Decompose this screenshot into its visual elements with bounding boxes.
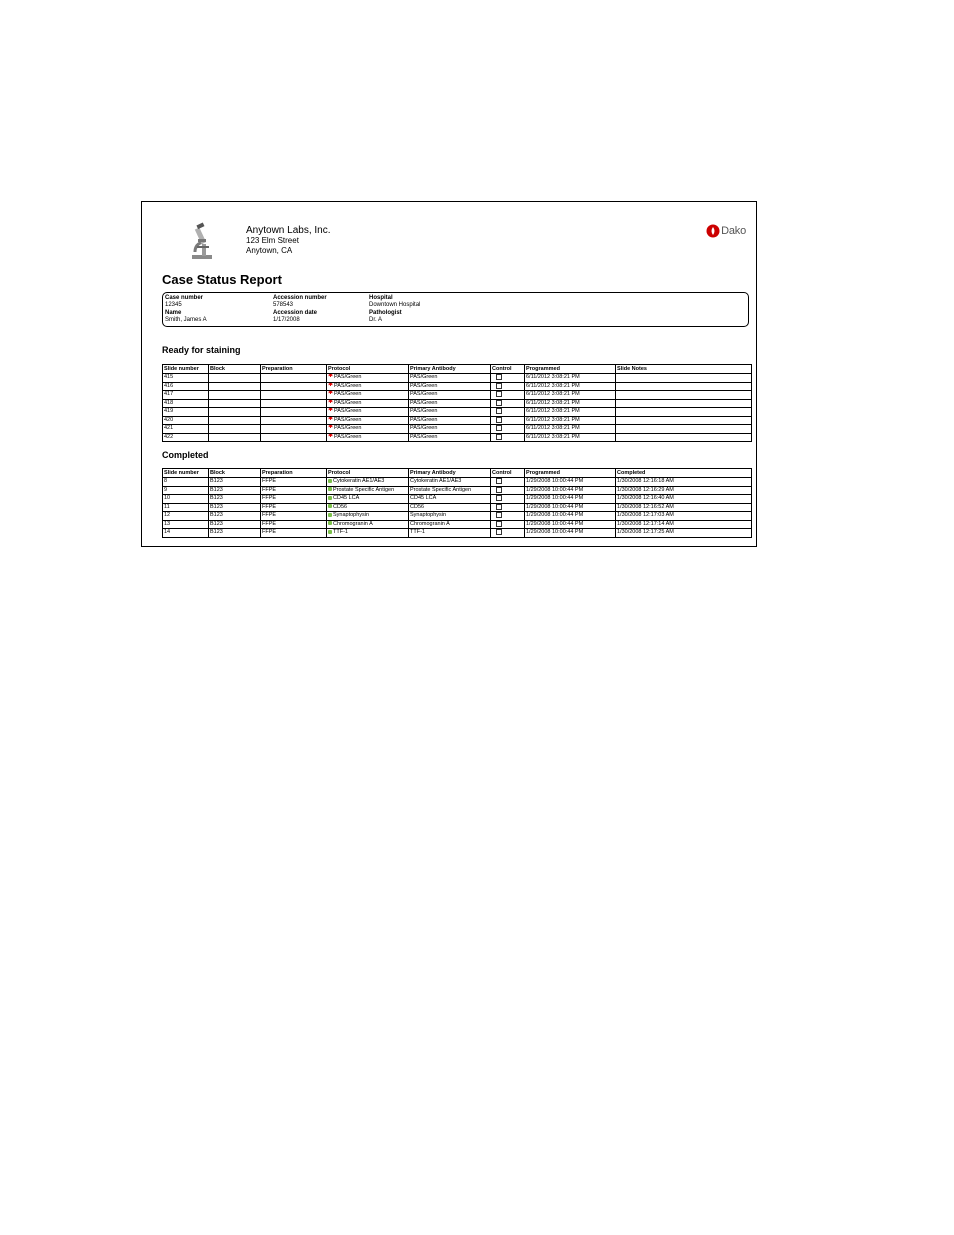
control-cell [491, 478, 525, 487]
pathologist-value: Dr. A [369, 317, 383, 323]
column-header: Programmed [525, 469, 616, 478]
hospital-value: Downtown Hospital [369, 302, 421, 308]
block-cell [209, 416, 261, 425]
ready-table [162, 364, 752, 442]
red-asterisk-icon: ✱ [328, 382, 334, 388]
checkbox-icon[interactable] [496, 383, 502, 389]
protocol-cell [327, 478, 409, 487]
primary-antibody-cell: Chromogranin A [409, 520, 491, 529]
slide-notes-cell [616, 425, 752, 434]
block-cell: B123 [209, 478, 261, 487]
report-title: Case Status Report [162, 272, 282, 287]
slide-number-cell: 11 [163, 503, 209, 512]
protocol-cell [327, 512, 409, 521]
slide-number-cell: 12 [163, 512, 209, 521]
protocol-cell [327, 495, 409, 504]
completed-cell: 1/30/2008 12:16:52 AM [616, 503, 752, 512]
protocol-name: CD56 [333, 503, 348, 510]
checkbox-icon[interactable] [496, 417, 502, 423]
block-cell [209, 374, 261, 383]
checkbox-icon[interactable] [496, 521, 502, 527]
table-row [163, 425, 752, 434]
red-asterisk-icon: ✱ [328, 399, 334, 405]
preparation-cell [261, 399, 327, 408]
block-cell [209, 408, 261, 417]
slide-number-cell: 8 [163, 478, 209, 487]
primary-antibody-cell: PAS/Green [409, 391, 491, 400]
column-header: Preparation [261, 365, 327, 374]
table-row [163, 382, 752, 391]
table-row [163, 495, 752, 504]
protocol-name: CD45 LCA [333, 495, 360, 502]
preparation-cell [261, 391, 327, 400]
table-row [163, 503, 752, 512]
protocol-name: Synaptophysin [333, 512, 370, 519]
slide-notes-cell [616, 391, 752, 400]
slide-notes-cell [616, 408, 752, 417]
preparation-cell [261, 425, 327, 434]
table-row [163, 374, 752, 383]
block-cell [209, 382, 261, 391]
green-square-icon [328, 521, 332, 525]
programmed-cell: 6/11/2012 3:08:21 PM [525, 408, 616, 417]
green-square-icon [328, 504, 332, 508]
red-asterisk-icon: ✱ [328, 373, 334, 380]
preparation-cell [261, 374, 327, 383]
preparation-cell: FFPE [261, 503, 327, 512]
checkbox-icon[interactable] [496, 391, 502, 397]
protocol-cell [327, 503, 409, 512]
column-header: Protocol [327, 365, 409, 374]
programmed-cell: 6/11/2012 3:08:21 PM [525, 416, 616, 425]
protocol-cell [327, 382, 409, 391]
pathologist-label: Pathologist [369, 310, 402, 316]
protocol-name: TTF-1 [333, 529, 348, 536]
preparation-cell: FFPE [261, 495, 327, 504]
protocol-cell [327, 399, 409, 408]
table-row [163, 529, 752, 538]
name-value: Smith, James A [165, 317, 207, 323]
programmed-cell: 6/11/2012 3:08:21 PM [525, 374, 616, 383]
checkbox-icon[interactable] [496, 434, 502, 440]
checkbox-icon[interactable] [496, 408, 502, 414]
programmed-cell: 6/11/2012 3:08:21 PM [525, 391, 616, 400]
preparation-cell: FFPE [261, 529, 327, 538]
primary-antibody-cell: CD45 LCA [409, 495, 491, 504]
hospital-label: Hospital [369, 295, 393, 301]
primary-antibody-cell: PAS/Green [409, 433, 491, 442]
control-cell [491, 486, 525, 495]
protocol-name: PAS/Green [334, 374, 362, 381]
green-square-icon [328, 513, 332, 517]
accession-number-value: 578543 [273, 302, 294, 308]
red-asterisk-icon: ✱ [328, 433, 334, 439]
control-cell [491, 520, 525, 529]
table-row [163, 478, 752, 487]
case-number-label: Case number [165, 295, 204, 301]
slide-number-cell: 422 [163, 433, 209, 442]
slide-number-cell: 417 [163, 391, 209, 400]
primary-antibody-cell: Prostate Specific Antigen [409, 486, 491, 495]
block-cell: B123 [209, 529, 261, 538]
red-asterisk-icon: ✱ [328, 424, 334, 431]
protocol-cell [327, 374, 409, 383]
block-cell: B123 [209, 512, 261, 521]
slide-notes-cell [616, 433, 752, 442]
accession-date-field [273, 310, 317, 324]
protocol-name: PAS/Green [334, 391, 362, 398]
protocol-name: PAS/Green [334, 408, 362, 415]
protocol-cell [327, 433, 409, 442]
lab-name: Anytown Labs, Inc. [246, 225, 331, 236]
completed-cell: 1/30/2008 12:16:18 AM [616, 478, 752, 487]
primary-antibody-cell: PAS/Green [409, 399, 491, 408]
programmed-cell: 1/29/2008 10:00:44 PM [525, 495, 616, 504]
protocol-cell [327, 486, 409, 495]
table-row [163, 416, 752, 425]
slide-number-cell: 13 [163, 520, 209, 529]
preparation-cell [261, 408, 327, 417]
protocol-name: Cytokeratin AE1/AE3 [333, 478, 385, 485]
programmed-cell: 1/29/2008 10:00:44 PM [525, 503, 616, 512]
slide-number-cell: 416 [163, 382, 209, 391]
control-cell [491, 425, 525, 434]
control-cell [491, 495, 525, 504]
block-cell: B123 [209, 486, 261, 495]
protocol-name: PAS/Green [334, 433, 362, 440]
checkbox-icon[interactable] [496, 374, 502, 380]
column-header: Protocol [327, 469, 409, 478]
slide-number-cell: 421 [163, 425, 209, 434]
primary-antibody-cell: PAS/Green [409, 374, 491, 383]
protocol-name: PAS/Green [334, 399, 362, 406]
slide-number-cell: 9 [163, 486, 209, 495]
protocol-cell [327, 408, 409, 417]
block-cell: B123 [209, 520, 261, 529]
protocol-name: PAS/Green [334, 416, 362, 423]
programmed-cell: 6/11/2012 3:08:21 PM [525, 425, 616, 434]
checkbox-icon[interactable] [496, 478, 502, 484]
protocol-name: Prostate Specific Antigen [333, 486, 395, 493]
slide-notes-cell [616, 382, 752, 391]
column-header: Preparation [261, 469, 327, 478]
primary-antibody-cell: CD56 [409, 503, 491, 512]
primary-antibody-cell: PAS/Green [409, 425, 491, 434]
preparation-cell: FFPE [261, 512, 327, 521]
programmed-cell: 6/11/2012 3:08:21 PM [525, 433, 616, 442]
block-cell [209, 425, 261, 434]
brand-logo [706, 224, 746, 238]
dako-logo-icon [706, 224, 720, 238]
table-row [163, 433, 752, 442]
table-row [163, 486, 752, 495]
table-row [163, 391, 752, 400]
column-header: Programmed [525, 365, 616, 374]
slide-notes-cell [616, 374, 752, 383]
block-cell [209, 433, 261, 442]
slide-number-cell: 415 [163, 374, 209, 383]
protocol-cell [327, 416, 409, 425]
table-row [163, 512, 752, 521]
column-header: Block [209, 469, 261, 478]
completed-cell: 1/30/2008 12:17:14 AM [616, 520, 752, 529]
table-header-row [163, 365, 752, 374]
green-square-icon [328, 496, 332, 500]
block-cell [209, 399, 261, 408]
block-cell: B123 [209, 503, 261, 512]
preparation-cell [261, 382, 327, 391]
protocol-cell [327, 520, 409, 529]
primary-antibody-cell: PAS/Green [409, 408, 491, 417]
control-cell [491, 512, 525, 521]
control-cell [491, 416, 525, 425]
case-number-field [165, 295, 203, 309]
accession-date-value: 1/17/2008 [273, 317, 300, 323]
column-header: Control [491, 469, 525, 478]
control-cell [491, 382, 525, 391]
accession-number-label: Accession number [273, 295, 327, 301]
primary-antibody-cell: Cytokeratin AE1/AE3 [409, 478, 491, 487]
column-header: Control [491, 365, 525, 374]
name-label: Name [165, 310, 182, 316]
ready-section-title: Ready for staining [162, 345, 241, 355]
protocol-cell [327, 425, 409, 434]
checkbox-icon[interactable] [496, 529, 502, 535]
control-cell [491, 503, 525, 512]
protocol-name: PAS/Green [334, 382, 362, 389]
slide-notes-cell [616, 416, 752, 425]
column-header: Slide number [163, 469, 209, 478]
slide-number-cell: 10 [163, 495, 209, 504]
programmed-cell: 1/29/2008 10:00:44 PM [525, 520, 616, 529]
control-cell [491, 391, 525, 400]
red-asterisk-icon: ✱ [328, 407, 334, 414]
primary-antibody-cell: Synaptophysin [409, 512, 491, 521]
checkbox-icon[interactable] [496, 425, 502, 431]
control-cell [491, 374, 525, 383]
column-header: Block [209, 365, 261, 374]
protocol-cell [327, 529, 409, 538]
preparation-cell [261, 416, 327, 425]
checkbox-icon[interactable] [496, 400, 502, 406]
slide-number-cell: 418 [163, 399, 209, 408]
slide-notes-cell [616, 399, 752, 408]
case-number-value: 12345 [165, 302, 182, 308]
programmed-cell: 1/29/2008 10:00:44 PM [525, 486, 616, 495]
address-line2: Anytown, CA [246, 246, 293, 255]
checkbox-icon[interactable] [496, 512, 502, 518]
primary-antibody-cell: PAS/Green [409, 382, 491, 391]
accession-number-field [273, 295, 327, 309]
table-row [163, 520, 752, 529]
protocol-name: Chromogranin A [333, 520, 373, 527]
column-header: Primary Antibody [409, 469, 491, 478]
microscope-icon [189, 222, 215, 260]
green-square-icon [328, 487, 332, 491]
preparation-cell: FFPE [261, 520, 327, 529]
checkbox-icon[interactable] [496, 504, 502, 510]
control-cell [491, 399, 525, 408]
checkbox-icon[interactable] [496, 495, 502, 501]
case-info-box [162, 292, 749, 327]
address-line1: 123 Elm Street [246, 236, 299, 245]
column-header: Completed [616, 469, 752, 478]
pathologist-field [369, 310, 402, 324]
completed-cell: 1/30/2008 12:17:03 AM [616, 512, 752, 521]
completed-cell: 1/30/2008 12:17:25 AM [616, 529, 752, 538]
hospital-field [369, 295, 420, 309]
completed-table [162, 468, 752, 538]
control-cell [491, 408, 525, 417]
table-header-row [163, 469, 752, 478]
column-header: Primary Antibody [409, 365, 491, 374]
preparation-cell: FFPE [261, 486, 327, 495]
name-field [165, 310, 207, 324]
primary-antibody-cell: PAS/Green [409, 416, 491, 425]
table-row [163, 399, 752, 408]
table-row [163, 408, 752, 417]
completed-cell: 1/30/2008 12:16:40 AM [616, 495, 752, 504]
slide-number-cell: 420 [163, 416, 209, 425]
column-header: Slide number [163, 365, 209, 374]
case-status-report [141, 201, 757, 547]
control-cell [491, 433, 525, 442]
green-square-icon [328, 479, 332, 483]
preparation-cell [261, 433, 327, 442]
column-header: Slide Notes [616, 365, 752, 374]
protocol-cell [327, 391, 409, 400]
checkbox-icon[interactable] [496, 487, 502, 493]
accession-date-label: Accession date [273, 310, 318, 316]
lab-address [246, 225, 331, 256]
programmed-cell: 6/11/2012 3:08:21 PM [525, 382, 616, 391]
slide-number-cell: 419 [163, 408, 209, 417]
red-asterisk-icon: ✱ [328, 416, 334, 422]
block-cell: B123 [209, 495, 261, 504]
protocol-name: PAS/Green [334, 425, 362, 432]
programmed-cell: 1/29/2008 10:00:44 PM [525, 529, 616, 538]
programmed-cell: 1/29/2008 10:00:44 PM [525, 512, 616, 521]
programmed-cell: 6/11/2012 3:08:21 PM [525, 399, 616, 408]
brand-name: Dako [721, 225, 746, 237]
red-asterisk-icon: ✱ [328, 390, 334, 397]
slide-number-cell: 14 [163, 529, 209, 538]
completed-cell: 1/30/2008 12:16:29 AM [616, 486, 752, 495]
programmed-cell: 1/29/2008 10:00:44 PM [525, 478, 616, 487]
completed-section-title: Completed [162, 450, 209, 460]
green-square-icon [328, 530, 332, 534]
preparation-cell: FFPE [261, 478, 327, 487]
control-cell [491, 529, 525, 538]
primary-antibody-cell: TTF-1 [409, 529, 491, 538]
block-cell [209, 391, 261, 400]
